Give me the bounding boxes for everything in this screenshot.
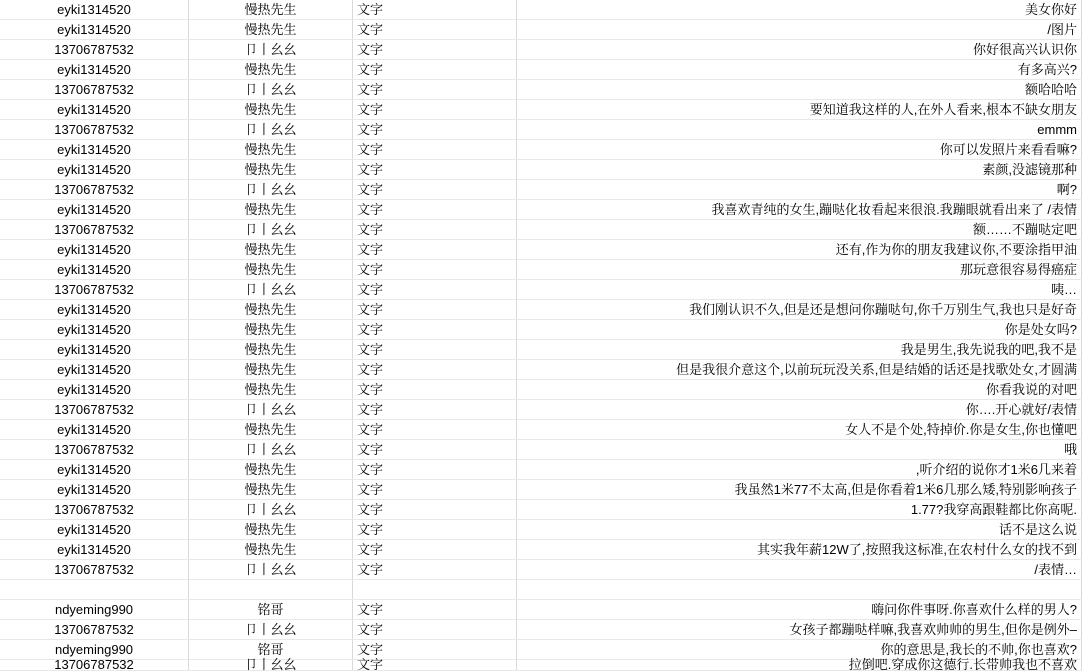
- cell-message: 但是我很介意这个,以前玩玩没关系,但是结婚的话还是找歌处女,才圆满: [517, 360, 1082, 380]
- cell-account: 13706787532: [0, 620, 189, 640]
- table-row[interactable]: [0, 480, 1082, 500]
- cell-type: 文字: [353, 140, 517, 160]
- cell-message: 还有,作为你的朋友我建议你,不要涂指甲油: [517, 240, 1082, 260]
- cell-message: 女人不是个处,特掉价.你是女生,你也懂吧: [517, 420, 1082, 440]
- cell-account: eyki1314520: [0, 100, 189, 120]
- cell-type: 文字: [353, 420, 517, 440]
- table-row[interactable]: [0, 560, 1082, 580]
- cell-nickname: 卩丨幺幺: [189, 220, 353, 240]
- cell-message: 素颜,没滤镜那种: [517, 160, 1082, 180]
- table-row[interactable]: [0, 320, 1082, 340]
- cell-account: 13706787532: [0, 440, 189, 460]
- cell-type: 文字: [353, 40, 517, 60]
- cell-type: 文字: [353, 20, 517, 40]
- cell-nickname: [189, 580, 353, 600]
- cell-account: eyki1314520: [0, 0, 189, 20]
- cell-nickname: 卩丨幺幺: [189, 560, 353, 580]
- table-row[interactable]: [0, 420, 1082, 440]
- cell-message: 1.77?我穿高跟鞋都比你高呢.: [517, 500, 1082, 520]
- cell-account: eyki1314520: [0, 20, 189, 40]
- cell-account: 13706787532: [0, 660, 189, 671]
- table-row[interactable]: [0, 300, 1082, 320]
- cell-nickname: 慢热先生: [189, 520, 353, 540]
- cell-account: 13706787532: [0, 40, 189, 60]
- table-row[interactable]: [0, 200, 1082, 220]
- cell-nickname: 慢热先生: [189, 480, 353, 500]
- table-row[interactable]: [0, 360, 1082, 380]
- table-row[interactable]: [0, 600, 1082, 620]
- cell-account: eyki1314520: [0, 520, 189, 540]
- table-row[interactable]: [0, 140, 1082, 160]
- table-row[interactable]: [0, 60, 1082, 80]
- cell-type: 文字: [353, 560, 517, 580]
- cell-nickname: 慢热先生: [189, 240, 353, 260]
- cell-type: 文字: [353, 60, 517, 80]
- cell-message: 你….开心就好/表情: [517, 400, 1082, 420]
- cell-nickname: 卩丨幺幺: [189, 620, 353, 640]
- cell-nickname: 慢热先生: [189, 20, 353, 40]
- cell-type: 文字: [353, 360, 517, 380]
- cell-nickname: 慢热先生: [189, 100, 353, 120]
- cell-message: 你看我说的对吧: [517, 380, 1082, 400]
- cell-message: 我们刚认识不久,但是还是想问你蹦哒句,你千万别生气,我也只是好奇: [517, 300, 1082, 320]
- table-row[interactable]: [0, 400, 1082, 420]
- cell-type: 文字: [353, 480, 517, 500]
- cell-nickname: 慢热先生: [189, 460, 353, 480]
- cell-message: 咦…: [517, 280, 1082, 300]
- table-row[interactable]: [0, 100, 1082, 120]
- table-row[interactable]: [0, 80, 1082, 100]
- cell-message: 我虽然1米77不太高,但是你看着1米6几那么矮,特别影响孩子: [517, 480, 1082, 500]
- cell-account: 13706787532: [0, 180, 189, 200]
- cell-nickname: 慢热先生: [189, 200, 353, 220]
- cell-nickname: 慢热先生: [189, 260, 353, 280]
- cell-nickname: 慢热先生: [189, 60, 353, 80]
- cell-type: 文字: [353, 340, 517, 360]
- cell-account: eyki1314520: [0, 300, 189, 320]
- cell-account: eyki1314520: [0, 160, 189, 180]
- cell-nickname: 卩丨幺幺: [189, 180, 353, 200]
- cell-message: 你是处女吗?: [517, 320, 1082, 340]
- cell-type: 文字: [353, 220, 517, 240]
- cell-type: 文字: [353, 520, 517, 540]
- cell-type: 文字: [353, 320, 517, 340]
- cell-account: 13706787532: [0, 80, 189, 100]
- cell-nickname: 卩丨幺幺: [189, 660, 353, 671]
- cell-type: 文字: [353, 400, 517, 420]
- cell-message: 拉倒吧.穿成你这德行.长带帅我也不喜欢: [517, 660, 1082, 671]
- cell-message: emmm: [517, 120, 1082, 140]
- cell-nickname: 卩丨幺幺: [189, 440, 353, 460]
- cell-account: eyki1314520: [0, 240, 189, 260]
- cell-message: 啊?: [517, 180, 1082, 200]
- cell-nickname: 慢热先生: [189, 540, 353, 560]
- cell-nickname: 卩丨幺幺: [189, 500, 353, 520]
- cell-nickname: 卩丨幺幺: [189, 400, 353, 420]
- cell-message: 嗨问你件事呀.你喜欢什么样的男人?: [517, 600, 1082, 620]
- cell-message: /图片: [517, 20, 1082, 40]
- cell-message: 你好很高兴认识你: [517, 40, 1082, 60]
- cell-message: 我喜欢青纯的女生,蹦哒化妆看起来很浪.我蹦眼就看出来了 /表情: [517, 200, 1082, 220]
- cell-type: 文字: [353, 280, 517, 300]
- cell-nickname: 卩丨幺幺: [189, 40, 353, 60]
- cell-account: 13706787532: [0, 280, 189, 300]
- cell-message: 女孩子都蹦哒样嘛,我喜欢帅帅的男生,但你是例外–: [517, 620, 1082, 640]
- cell-message: 要知道我这样的人,在外人看来,根本不缺女朋友: [517, 100, 1082, 120]
- table-row[interactable]: [0, 520, 1082, 540]
- cell-account: eyki1314520: [0, 320, 189, 340]
- cell-account: eyki1314520: [0, 260, 189, 280]
- cell-nickname: 卩丨幺幺: [189, 80, 353, 100]
- cell-nickname: 慢热先生: [189, 160, 353, 180]
- cell-nickname: 卩丨幺幺: [189, 280, 353, 300]
- cell-message: 哦: [517, 440, 1082, 460]
- cell-message: 额哈哈哈: [517, 80, 1082, 100]
- cell-account: 13706787532: [0, 500, 189, 520]
- table-row[interactable]: [0, 540, 1082, 560]
- cell-message: 你可以发照片来看看嘛?: [517, 140, 1082, 160]
- cell-nickname: 卩丨幺幺: [189, 120, 353, 140]
- cell-account: eyki1314520: [0, 60, 189, 80]
- cell-type: 文字: [353, 460, 517, 480]
- cell-nickname: 慢热先生: [189, 140, 353, 160]
- cell-account: 13706787532: [0, 120, 189, 140]
- cell-type: 文字: [353, 380, 517, 400]
- cell-account: eyki1314520: [0, 540, 189, 560]
- cell-nickname: 铭哥: [189, 640, 353, 660]
- cell-nickname: 慢热先生: [189, 380, 353, 400]
- table-row[interactable]: [0, 440, 1082, 460]
- cell-account: eyki1314520: [0, 460, 189, 480]
- table-row[interactable]: [0, 260, 1082, 280]
- cell-type: 文字: [353, 540, 517, 560]
- cell-account: eyki1314520: [0, 380, 189, 400]
- cell-type: 文字: [353, 660, 517, 671]
- cell-account: eyki1314520: [0, 480, 189, 500]
- cell-nickname: 慢热先生: [189, 300, 353, 320]
- cell-type: 文字: [353, 260, 517, 280]
- cell-message: 我是男生,我先说我的吧,我不是: [517, 340, 1082, 360]
- table-row[interactable]: [0, 500, 1082, 520]
- cell-type: 文字: [353, 120, 517, 140]
- cell-type: 文字: [353, 440, 517, 460]
- cell-nickname: 慢热先生: [189, 320, 353, 340]
- table-row[interactable]: [0, 620, 1082, 640]
- cell-account: eyki1314520: [0, 340, 189, 360]
- cell-account: eyki1314520: [0, 140, 189, 160]
- cell-nickname: 慢热先生: [189, 360, 353, 380]
- cell-account: 13706787532: [0, 560, 189, 580]
- cell-type: 文字: [353, 600, 517, 620]
- cell-account: eyki1314520: [0, 200, 189, 220]
- cell-type: 文字: [353, 180, 517, 200]
- cell-type: 文字: [353, 100, 517, 120]
- table-row[interactable]: [0, 280, 1082, 300]
- cell-type: 文字: [353, 500, 517, 520]
- table-row[interactable]: [0, 380, 1082, 400]
- table-row-blank[interactable]: [0, 580, 1082, 600]
- table-row[interactable]: [0, 120, 1082, 140]
- cell-account: ndyeming990: [0, 640, 189, 660]
- cell-message: /表情…: [517, 560, 1082, 580]
- table-row[interactable]: [0, 160, 1082, 180]
- table-row[interactable]: [0, 20, 1082, 40]
- cell-account: [0, 580, 189, 600]
- cell-message: 话不是这么说: [517, 520, 1082, 540]
- cell-type: 文字: [353, 160, 517, 180]
- cell-message: 有多高兴?: [517, 60, 1082, 80]
- table-row[interactable]: [0, 40, 1082, 60]
- table-row[interactable]: [0, 460, 1082, 480]
- table-row[interactable]: [0, 180, 1082, 200]
- cell-nickname: 慢热先生: [189, 340, 353, 360]
- cell-account: eyki1314520: [0, 360, 189, 380]
- table-row[interactable]: [0, 340, 1082, 360]
- cell-message: 其实我年薪12W了,按照我这标准,在农村什么女的找不到: [517, 540, 1082, 560]
- cell-nickname: 慢热先生: [189, 420, 353, 440]
- table-row[interactable]: [0, 220, 1082, 240]
- cell-account: ndyeming990: [0, 600, 189, 620]
- cell-type: 文字: [353, 0, 517, 20]
- table-row[interactable]: [0, 0, 1082, 20]
- cell-nickname: 慢热先生: [189, 0, 353, 20]
- cell-message: 你的意思是,我长的不帅,你也喜欢?: [517, 640, 1082, 660]
- cell-message: [517, 580, 1082, 600]
- cell-message: ,听介绍的说你才1米6几来着: [517, 460, 1082, 480]
- cell-account: 13706787532: [0, 400, 189, 420]
- cell-account: eyki1314520: [0, 420, 189, 440]
- cell-message: 额……不蹦哒定吧: [517, 220, 1082, 240]
- cell-type: 文字: [353, 620, 517, 640]
- cell-type: [353, 580, 517, 600]
- cell-type: 文字: [353, 240, 517, 260]
- table-row[interactable]: [0, 240, 1082, 260]
- cell-type: 文字: [353, 640, 517, 660]
- cell-type: 文字: [353, 200, 517, 220]
- cell-message: 那玩意很容易得癌症: [517, 260, 1082, 280]
- cell-nickname: 铭哥: [189, 600, 353, 620]
- table-row[interactable]: [0, 660, 1082, 671]
- cell-message: 美女你好: [517, 0, 1082, 20]
- cell-account: 13706787532: [0, 220, 189, 240]
- cell-type: 文字: [353, 80, 517, 100]
- cell-type: 文字: [353, 300, 517, 320]
